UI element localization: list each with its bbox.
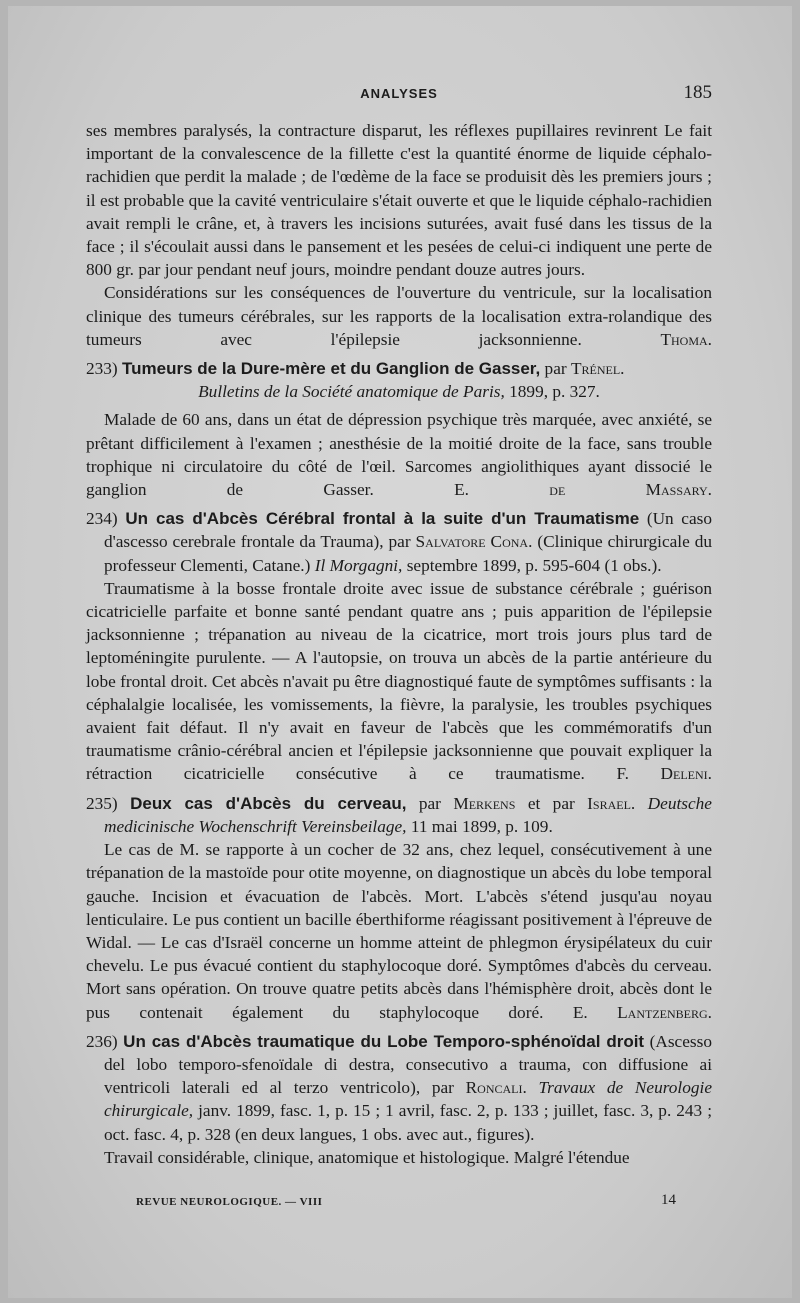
entry-236-body: Travail considérable, clinique, anatomique et histologique. Malgré l'étendue: [104, 1147, 630, 1167]
entry-number: 236): [86, 1031, 118, 1051]
entry-number: 234): [86, 509, 118, 529]
journal-name: Il Morgagni,: [314, 555, 403, 575]
signature-mark: 14: [661, 1192, 676, 1208]
entry-author: Israel.: [587, 793, 636, 813]
journal-ref: 11 mai 1899, p. 109.: [410, 816, 553, 836]
entry-title: Deux cas d'Abcès du cerveau,: [130, 793, 407, 813]
page-sheet: [8, 6, 792, 1298]
entry-and-by: et par: [527, 793, 575, 813]
entry-number: 235): [86, 793, 118, 813]
section-title: ANALYSES: [360, 86, 438, 101]
entry-235-heading: [86, 792, 712, 838]
journal-ref: 1899, p. 327.: [509, 382, 600, 402]
entry-235-body: [86, 838, 712, 1024]
journal-name: Travaux de Neurologie chirurgicale,: [104, 1078, 712, 1121]
entry-clinic: (Clinique chirurgicale du professeur Clementi, Catane.): [104, 532, 712, 575]
abstract-text: Le cas de M. se rapporte à un cocher de 32 ans, chez lequel, consécutivement à une trépanation de la mastoïde pour otite moyenne, on diagnostique un abcès du lobe temporal gauche. Incision et évacuation de l'abcès. Mort. L'abcès s'étend jusqu'au noyau lenticulaire. Le pus contient un bacille éberthiforme réagissant positivement à l'épreuve de Widal. — Le cas d'Israël concerne un homme atteint de phlegmon érysipélateux du cuir chevelu. Le pus évacué contient du staphylocoque doré. Symptômes d'abcès du cerveau. Mort sans opération. On trouve quatre petits abcès dans l'hémisphère droit, abcès dont le pus contenait également du staphylocoque doré.: [86, 840, 712, 1022]
entry-by: par: [418, 793, 441, 813]
signature: E. de Massary.: [454, 480, 712, 500]
footer-journal: REVUE NEUROLOGIQUE. — VIII: [136, 1196, 323, 1208]
paragraph-intro: ses membres paralysés, la contracture disparut, les réflexes pupillaires revinrent Le fait important de la convalescence de la fillette c'est la quantité énorme de liquide céphalo-rachidien que perdit la malade ; de l'œdème de la face se produisit dès les premiers jours ; il est probable que la cavité ventriculaire s'était ouverte et que le liquide céphalo-rachidien avait rempli le crâne, et, à travers les incisions suturées, avait fusé dans les tissus de la face ; il s'écoulait aussi dans le pansement et les pesées de celui-ci indiquent une perte de 800 gr. par jour pendant neuf jours, moindre pendant douze autres jours.: [86, 121, 712, 280]
entry-233-reference: [86, 380, 712, 403]
journal-ref: janv. 1899, fasc. 1, p. 15 ; 1 avril, fasc. 2, p. 133 ; juillet, fasc. 3, p. 243 ; oct. fasc. 4, p. 328 (en deux langues, 1 obs. avec aut., figures).: [104, 1101, 713, 1144]
entry-author: Merkens: [453, 793, 516, 813]
entry-title: Un cas d'Abcès Cérébral frontal à la suite d'un Traumatisme: [125, 509, 640, 529]
entry-by: par: [544, 359, 567, 379]
entry-233-body: [86, 408, 712, 501]
journal-ref: septembre 1899, p. 595-604 (1 obs.).: [406, 555, 662, 575]
signature: E. Lantzenberg.: [572, 1002, 712, 1022]
journal-name: Bulletins de la Société anatomique de Paris,: [198, 382, 505, 402]
entry-233-heading: [86, 357, 712, 380]
entry-author: Salvatore Cona.: [415, 532, 533, 552]
entry-234-heading: [86, 507, 712, 577]
page-footer: [136, 1192, 676, 1216]
entry-subtitle: (Un caso d'ascesso cerebrale frontale da Trauma), par: [104, 509, 713, 552]
page-body: [86, 119, 712, 1169]
journal-name: Deutsche medicinische Wochenschrift Vereinsbeilage,: [104, 793, 712, 836]
signature: Thoma.: [660, 329, 712, 349]
abstract-text: Traumatisme à la bosse frontale droite avec issue de substance cérébrale ; guérison cicatricielle parfaite et bonne santé pendant quatre ans ; puis apparition de l'épilepsie jacksonnienne ; trépanation au niveau de la cicatrice, mort trois jours plus tard de leptoméningite purulente. — A l'autopsie, on trouva un abcès de la partie antérieure du lobe frontal droit. Cet abcès n'avait pu être diagnostiqué faute de symptômes suffisants : la céphalalgie localisée, les vomissements, la fièvre, la paralysie, les troubles psychiques avaient fait défaut. Il n'y avait en faveur de l'abcès que les commémoratifs d'un traumatisme crânio-cérébral ancien et l'épilepsie jacksonnienne que pouvait expliquer la rétraction cicatricielle consécutive à ce traumatisme.: [86, 578, 712, 784]
entry-234-body: [86, 577, 712, 786]
entry-number: 233): [86, 359, 118, 379]
page-number: 185: [683, 82, 712, 103]
considerations-text: Considérations sur les conséquences de l'ouverture du ventricule, sur la localisation clinique des tumeurs cérébrales, sur les rapports de la localisation extra-rolandique des tumeurs avec l'épilepsie jacksonnienne.: [86, 283, 712, 349]
entry-subtitle: (Ascesso del lobo temporo-sfenoïdale di destra, consecutivo a trauma, con diffusione ai ventricoli laterali ed al terzo ventricolo), par: [104, 1031, 712, 1098]
entry-author: Trénel.: [570, 359, 625, 379]
abstract-text: Malade de 60 ans, dans un état de dépression psychique très marquée, avec anxiété, se prêtant difficilement à l'examen ; anesthésie de la moitié droite de la face, sans trouble trophique ni circulatoire du côté de l'œil. Sarcomes angiolithiques ayant dissocié le ganglion de Gasser.: [86, 410, 712, 500]
entry-title: Tumeurs de la Dure-mère et du Ganglion de Gasser,: [122, 359, 541, 379]
signature: F. Deleni.: [616, 764, 712, 784]
entry-236-heading: [86, 1030, 712, 1146]
entry-title: Un cas d'Abcès traumatique du Lobe Temporo-sphénoïdal droit: [123, 1031, 645, 1051]
paragraph-considerations: [86, 281, 712, 351]
entry-author: Roncali.: [465, 1078, 527, 1098]
running-header: [86, 78, 712, 108]
